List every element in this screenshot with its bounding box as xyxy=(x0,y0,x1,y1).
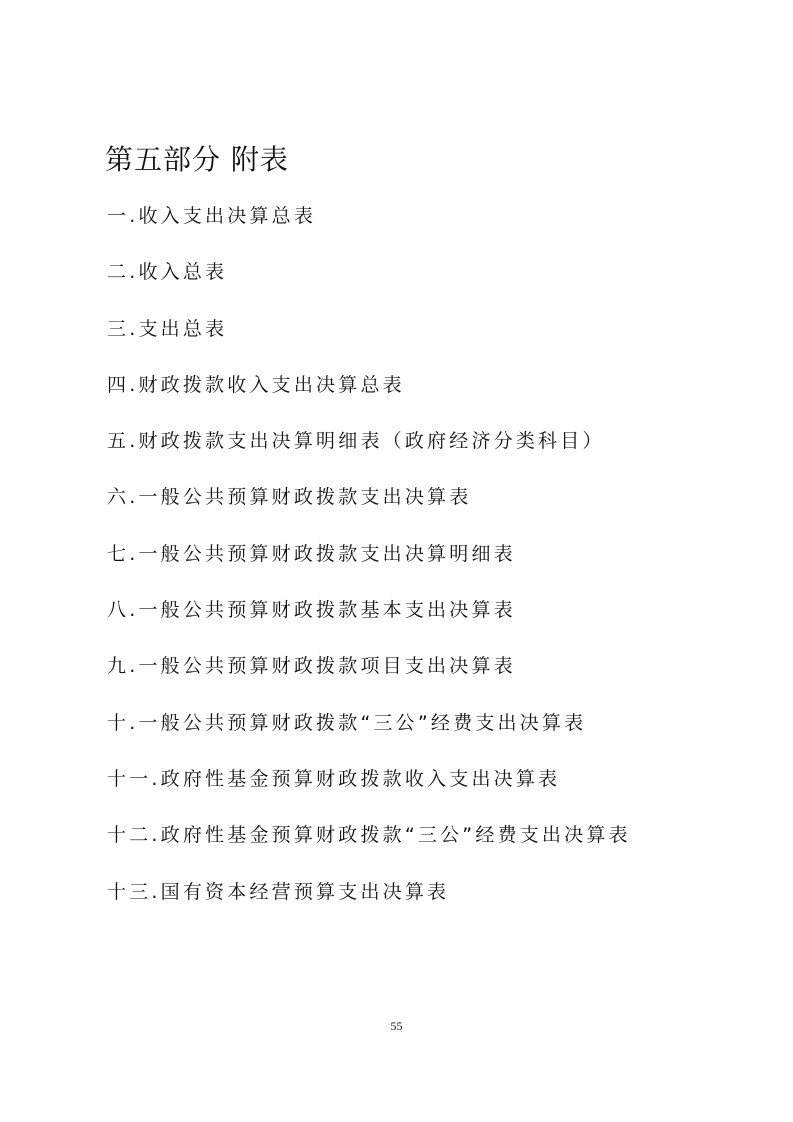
section-title: 第五部分 附表 xyxy=(105,143,289,176)
page-number: 55 xyxy=(390,1019,403,1033)
list-item: 七.一般公共预算财政拨款支出决算明细表 xyxy=(107,542,516,565)
list-item: 九.一般公共预算财政拨款项目支出决算表 xyxy=(107,655,516,678)
list-item: 十三.国有资本经营预算支出决算表 xyxy=(107,880,450,903)
list-item: 二.收入总表 xyxy=(107,261,228,284)
list-item: 六.一般公共预算财政拨款支出决算表 xyxy=(107,486,472,509)
list-item: 三.支出总表 xyxy=(107,317,228,340)
appendix-table-list xyxy=(107,200,631,932)
list-item: 一.收入支出决算总表 xyxy=(107,205,317,227)
list-item: 十一.政府性基金预算财政拨款收入支出决算表 xyxy=(107,767,561,790)
list-item: 四.财政拨款收入支出决算总表 xyxy=(107,373,405,396)
list-item: 十二.政府性基金预算财政拨款“三公”经费支出决算表 xyxy=(107,824,631,847)
list-item: 八.一般公共预算财政拨款基本支出决算表 xyxy=(107,599,516,622)
list-item: 十.一般公共预算财政拨款“三公”经费支出决算表 xyxy=(107,711,587,734)
list-item: 五.财政拨款支出决算明细表（政府经济分类科目） xyxy=(107,430,605,453)
